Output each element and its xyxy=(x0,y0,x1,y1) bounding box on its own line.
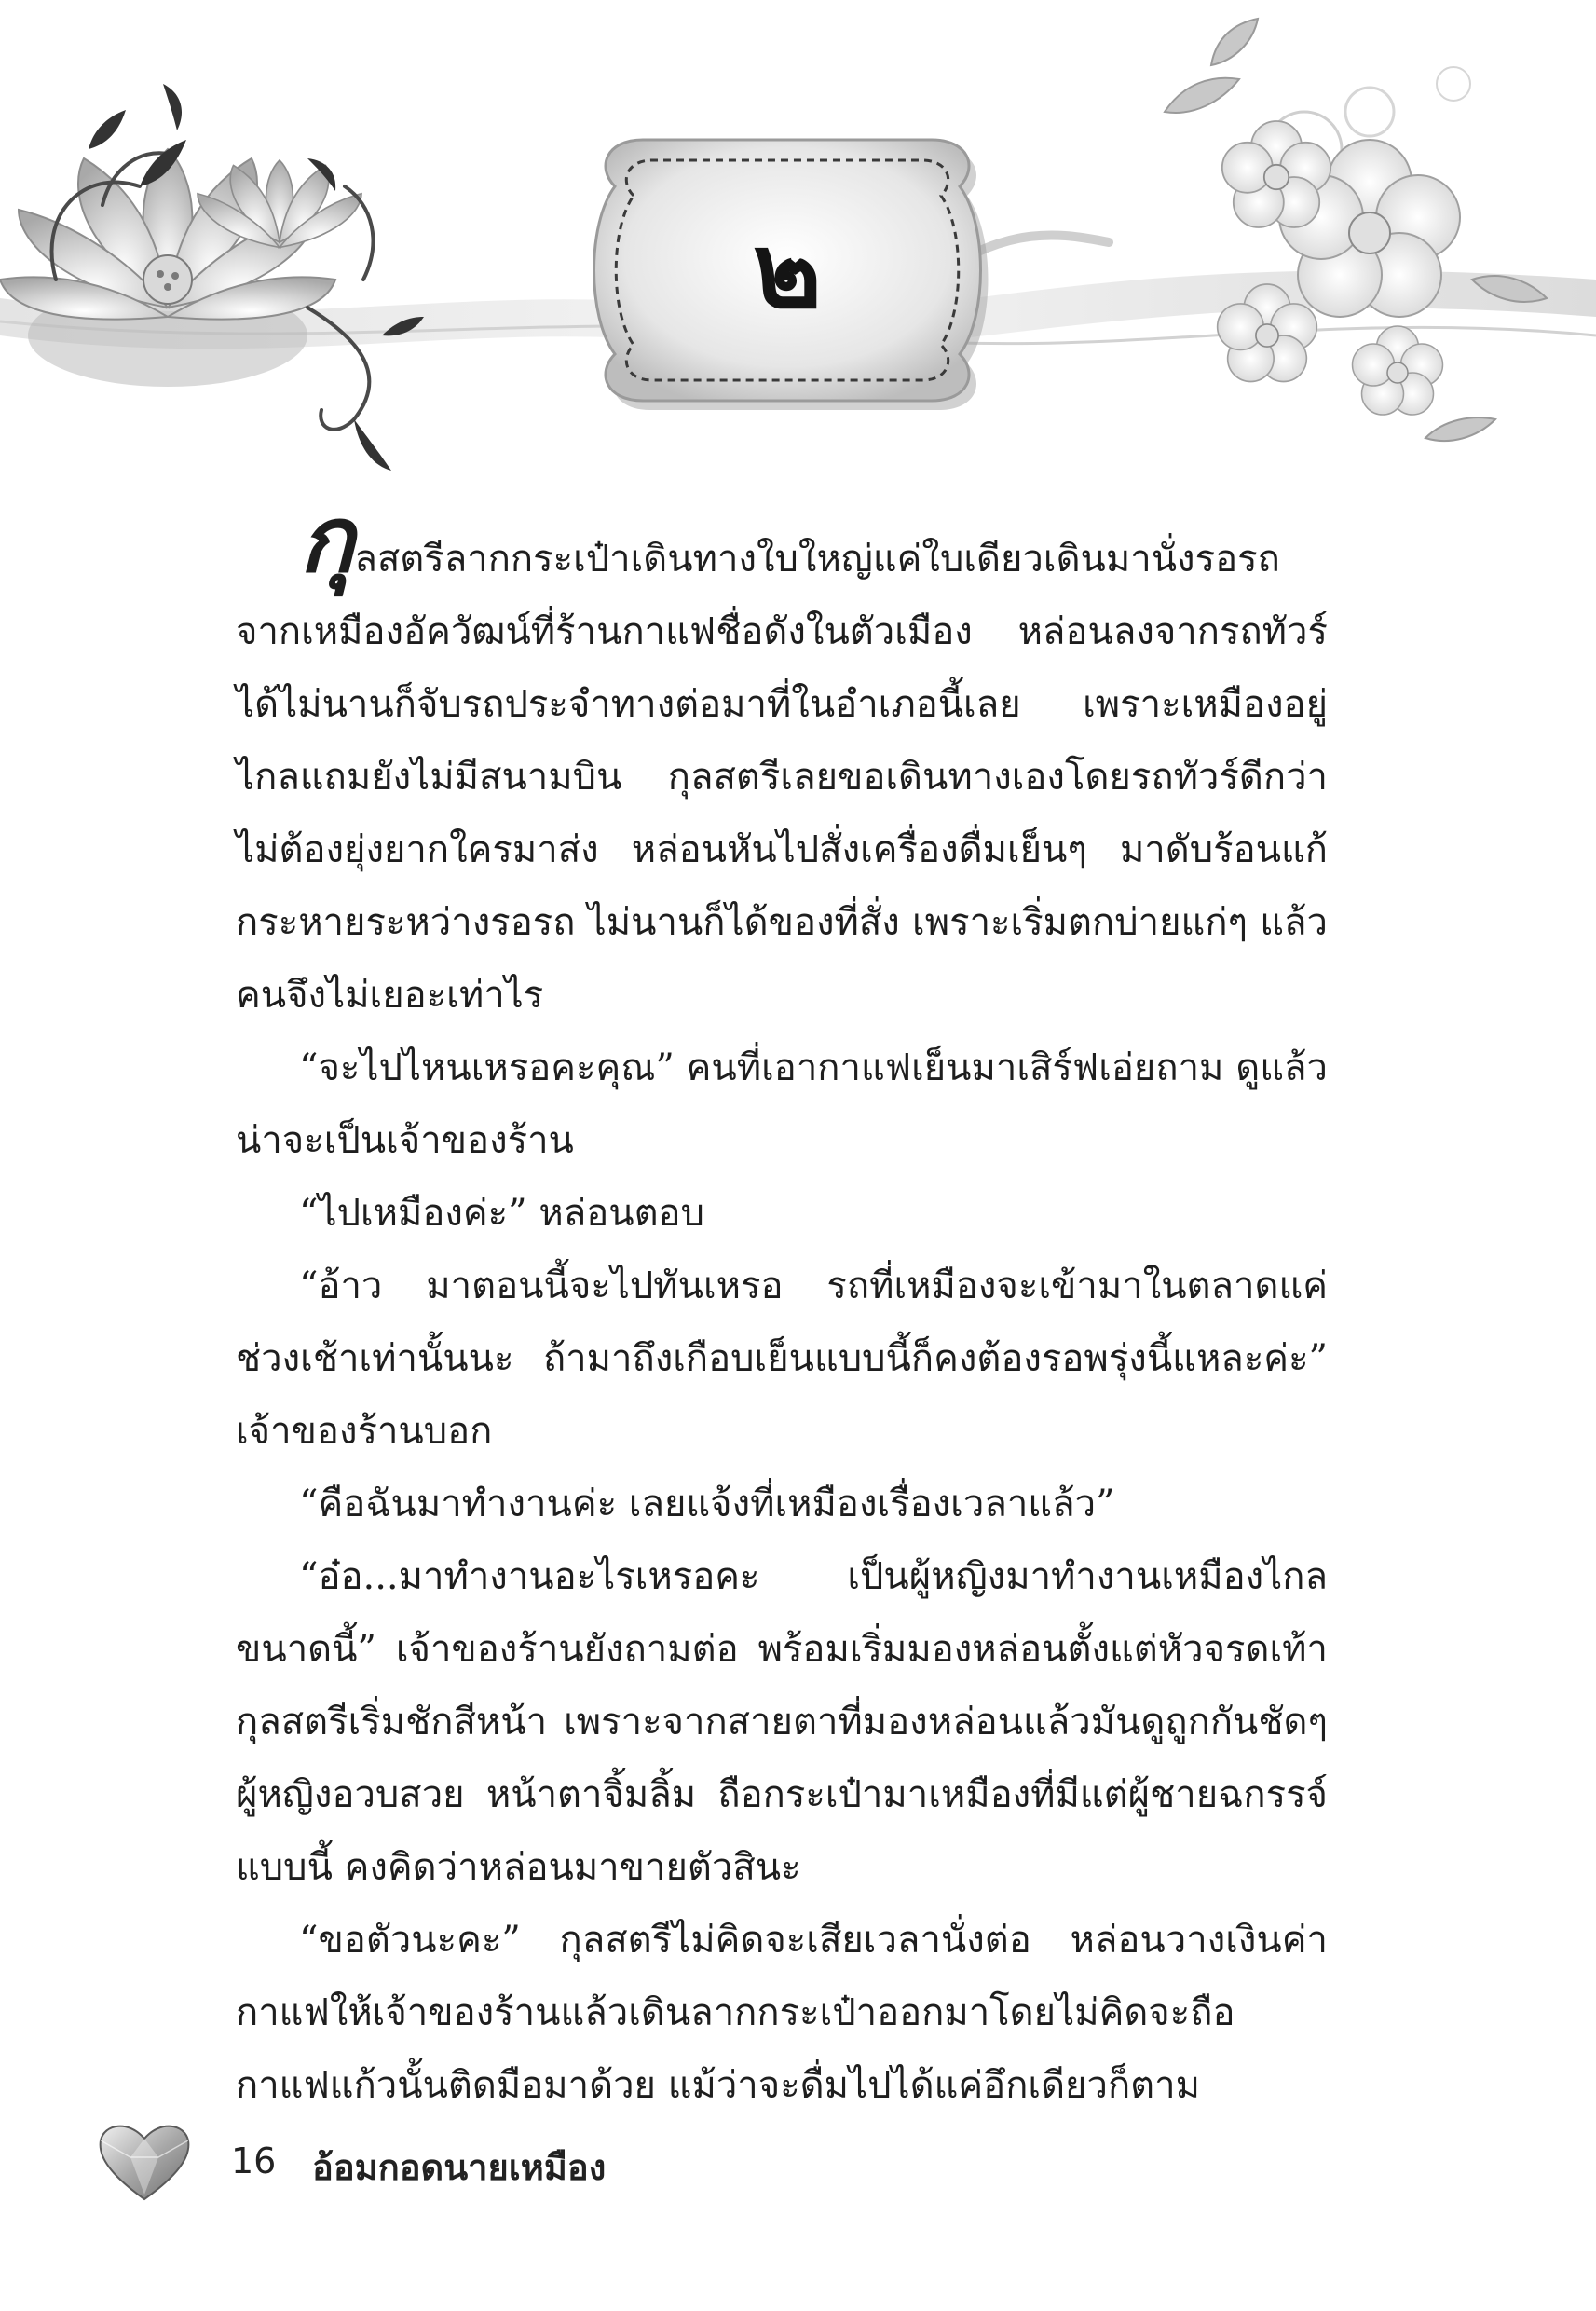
chapter-number: ๒ xyxy=(753,211,822,332)
page-footer xyxy=(93,2111,932,2213)
paragraph: “ขอตัวนะคะ” กุลสตรีไม่คิดจะเสียเวลานั่งต่อ หล่อนวางเงินค่ากาแฟให้เจ้าของร้านแล้วเดินลากกระเป๋าออกมาโดยไม่คิดจะถือกาแฟแก้วนั้นติดมือมาด้วย แม้ว่าจะดื่มไปได้แค่อึกเดียวก็ตาม xyxy=(236,1919,1328,2107)
paragraph: “ไปเหมืองค่ะ” หล่อนตอบ xyxy=(299,1192,704,1235)
page-number: 16 xyxy=(231,2140,277,2181)
paragraph: “อ้าว มาตอนนี้จะไปทันเหรอ รถที่เหมืองจะเข้ามาในตลาดแค่ช่วงเช้าเท่านั้นนะ ถ้ามาถึงเกือบเย็นแบบนี้ก็คงต้องรอพรุ่งนี้แหละค่ะ” เจ้าของร้านบอก xyxy=(236,1265,1328,1453)
paragraph: “อ๋อ...มาทำงานอะไรเหรอคะ เป็นผู้หญิงมาทำงานเหมืองไกลขนาดนี้” เจ้าของร้านยังถามต่อ พร้อมเริ่มมองหล่อนตั้งแต่หัวจรดเท้า กุลสตรีเริ่มชักสีหน้า เพราะจากสายตาที่มองหล่อนแล้วมันดูถูกกันชัดๆ ผู้หญิงอวบสวย หน้าตาจิ้มลิ้ม ถือกระเป๋ามาเหมืองที่มีแต่ผู้ชายฉกรรจ์แบบนี้ คงคิดว่าหล่อนมาขายตัวสินะ xyxy=(236,1555,1328,1889)
running-title: อ้อมกอดนายเหมือง xyxy=(312,2147,607,2188)
heart-gem-icon xyxy=(93,2111,196,2213)
right-flower-bouquet xyxy=(1165,19,1547,441)
chapter-body-text xyxy=(236,486,1328,2122)
paragraph: “จะไปไหนเหรอคะคุณ” คนที่เอากาแฟเย็นมาเสิร์ฟเอ่ยถาม ดูแล้วน่าจะเป็นเจ้าของร้าน xyxy=(236,1046,1328,1162)
drop-cap: กุ xyxy=(299,486,355,594)
paragraph xyxy=(236,486,1328,1032)
paragraph: “คือฉันมาทำงานค่ะ เลยแจ้งที่เหมืองเรื่องเวลาแล้ว” xyxy=(299,1483,1115,1525)
first-paragraph-text: ลสตรีลากกระเป๋าเดินทางใบใหญ่แค่ใบเดียวเดินมานั่งรอรถจากเหมืองอัควัฒน์ที่ร้านกาแฟชื่อดังในตัวเมือง หล่อนลงจากรถทัวร์ได้ไม่นานก็จับรถประจำทางต่อมาที่ในอำเภอนี้เลย เพราะเหมืองอยู่ไกลแถมยังไม่มีสนามบิน กุลสตรีเลยขอเดินทางเองโดยรถทัวร์ดีกว่า ไม่ต้องยุ่งยากใครมาส่ง หล่อนหันไปสั่งเครื่องดื่มเย็นๆ มาดับร้อนแก้กระหายระหว่างรอรถ ไม่นานก็ได้ของที่สั่ง เพราะเริ่มตกบ่ายแก่ๆ แล้ว คนจึงไม่เยอะเท่าไร xyxy=(236,538,1328,1017)
